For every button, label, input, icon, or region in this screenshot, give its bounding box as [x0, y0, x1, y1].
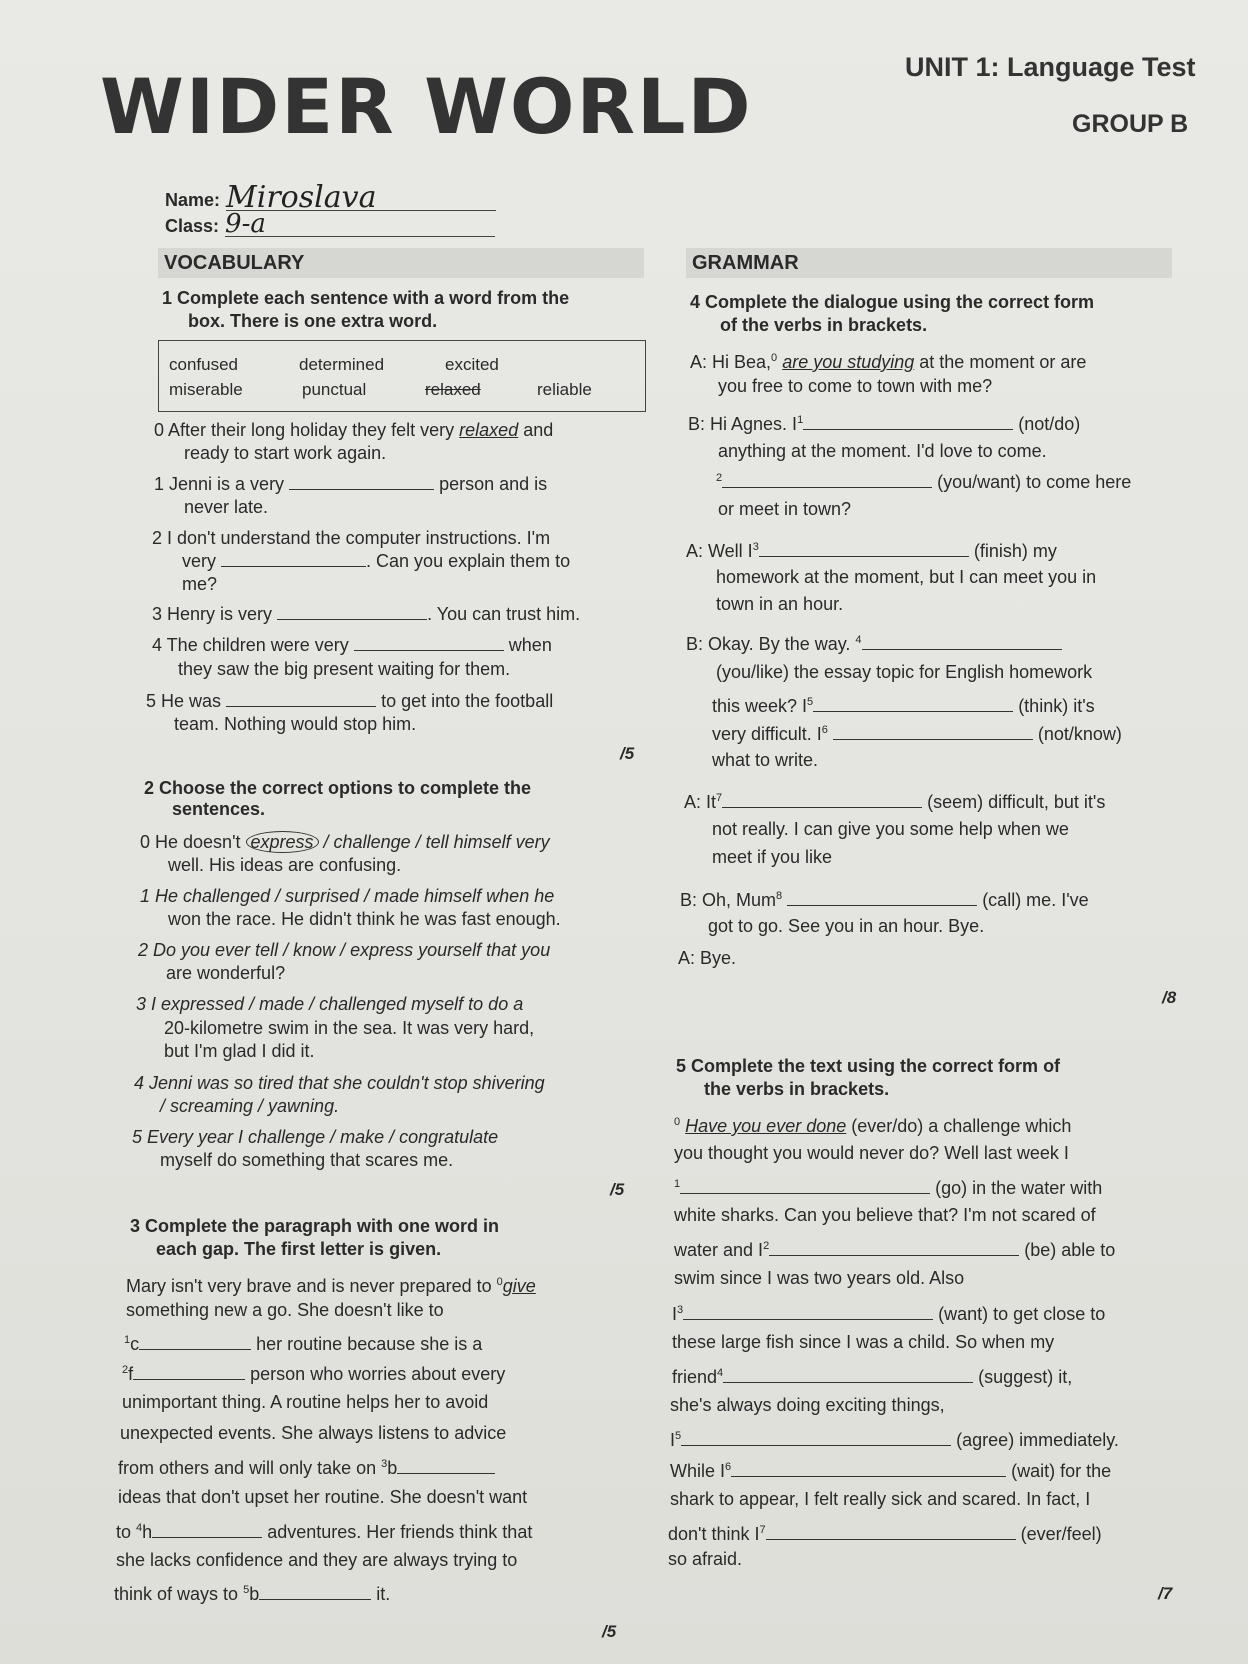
ex1-blank-1[interactable]	[289, 473, 434, 490]
ex3-example-answer: give	[502, 1276, 536, 1296]
ex4-b1-cont: anything at the moment. I'd love to come.	[718, 441, 1047, 461]
ex5-blank-4[interactable]	[723, 1366, 973, 1383]
name-field	[165, 180, 496, 215]
ex2-sentence-5[interactable]: 5 Every year I challenge / make / congratulate	[132, 1127, 499, 1147]
ex5-line-7: these large fish since I was a child. So when my	[672, 1332, 1055, 1352]
ex4-blank-1[interactable]	[803, 413, 1013, 430]
class-label: Class:	[165, 216, 220, 236]
ex1-sentence-1-cont: never late.	[184, 497, 269, 517]
ex4-b3: B: Oh, Mum$^8$ (call) me. I've	[680, 890, 1089, 910]
ex1-sentence-3: 3 Henry is very . You can trust him.	[152, 604, 581, 624]
ex3-line-7: from others and will only take on $^3$b	[118, 1452, 495, 1481]
ex4-example-answer: are you studying	[782, 352, 915, 372]
ex5-line-11: While $I^6$ (wait) for the	[670, 1461, 1112, 1481]
ex5-line-10: $I^5$ (agree) immediately.	[670, 1430, 1119, 1450]
ex1-score: /5	[620, 744, 635, 763]
class-value[interactable]: 9-a	[225, 214, 495, 237]
ex1-sentence-2-cont: very . Can you explain them to	[182, 551, 571, 571]
name-value[interactable]: Miroslava	[226, 188, 496, 211]
ex2-sentence-4[interactable]: 4 Jenni was so tired that she couldn't stop shivering	[134, 1073, 545, 1093]
unit-title: UNIT 1: Language Test	[905, 52, 1196, 82]
ex4-instruction: 4 Complete the dialogue using the correct form	[690, 292, 1095, 312]
ex4-score: /8	[1162, 988, 1177, 1007]
ex1-blank-2[interactable]	[221, 550, 366, 567]
ex1-example-answer: relaxed	[459, 420, 519, 440]
ex4-instruction-2: of the verbs in brackets.	[720, 315, 928, 335]
ex3-line-11: think of ways to $^5$b it.	[114, 1584, 391, 1604]
ex4-a4: A: Bye.	[678, 948, 737, 968]
ex1-blank-4[interactable]	[354, 634, 504, 651]
ex3-line-6: unexpected events. She always listens to advice	[120, 1423, 507, 1443]
ex3-line-3: $^1$c her routine because she is a	[124, 1334, 483, 1354]
ex4-a3-cont: not really. I can give you some help when we	[712, 819, 1069, 839]
ex5-line-5: swim since I was two years old. Also	[674, 1268, 965, 1288]
ex2-sentence-5-cont: myself do something that scares me.	[160, 1150, 454, 1170]
ex3-blank-1[interactable]	[139, 1333, 251, 1350]
vocabulary-heading: VOCABULARY	[158, 248, 644, 278]
ex4-a2: A: Well $I^3$ (finish) my	[686, 541, 1057, 561]
ex5-blank-3[interactable]	[683, 1303, 933, 1320]
ex3-line-8: ideas that don't upset her routine. She doesn't want	[118, 1487, 528, 1507]
ex1-sentence-0-cont: ready to start work again.	[184, 443, 387, 463]
ex1-sentence-5: 5 He was to get into the football	[146, 691, 554, 711]
ex4-blank-5[interactable]	[813, 695, 1013, 712]
ex4-b2-cont: (you/like) the essay topic for English homework	[716, 662, 1093, 682]
ex2-example-circled: express	[246, 831, 319, 853]
ex5-line-9: she's always doing exciting things,	[670, 1395, 945, 1415]
ex1-sentence-4-cont: they saw the big present waiting for them.	[178, 659, 511, 679]
ex5-blank-6[interactable]	[731, 1460, 1006, 1477]
ex4-blank-2[interactable]	[722, 471, 932, 488]
ex2-sentence-3-cont2: but I'm glad I did it.	[164, 1041, 315, 1061]
ex4-blank-4[interactable]	[862, 633, 1062, 650]
ex5-instruction-2: the verbs in brackets.	[704, 1079, 890, 1099]
ex5-score: /7	[1158, 1584, 1173, 1603]
ex3-line-1: Mary isn't very brave and is never prepared to $^0$give	[126, 1276, 536, 1296]
ex4-b1: B: Hi Agnes. $I^1$ (not/do)	[688, 414, 1081, 434]
ex4-b1-line3: $^2$ (you/want) to come here	[716, 472, 1132, 492]
ex3-score: /5	[602, 1622, 617, 1641]
ex4-blank-6[interactable]	[833, 723, 1033, 740]
word-punctual: punctual	[302, 380, 367, 399]
ex4-blank-8[interactable]	[787, 889, 977, 906]
ex5-blank-1[interactable]	[680, 1177, 930, 1194]
ex2-sentence-0: 0 He doesn't express / challenge / tell himself very	[140, 832, 550, 852]
ex5-line-1: you thought you would never do? Well last week I	[674, 1143, 1069, 1163]
ex2-score: /5	[610, 1180, 625, 1199]
word-box	[158, 340, 646, 412]
ex4-a1: A: Hi Bea,$^0$ are you studying at the moment or are	[690, 352, 1087, 372]
ex5-line-13: don't think $I^7$ (ever/feel)	[668, 1524, 1102, 1544]
ex3-blank-5[interactable]	[259, 1583, 371, 1600]
ex2-sentence-3[interactable]: 3 I expressed / made / challenged myself to do a	[136, 994, 524, 1014]
ex3-instruction: 3 Complete the paragraph with one word in	[130, 1216, 500, 1236]
ex3-blank-4[interactable]	[152, 1521, 262, 1538]
ex1-sentence-2-cont2: me?	[182, 574, 218, 594]
ex4-blank-7[interactable]	[722, 791, 922, 808]
ex3-blank-2[interactable]	[133, 1363, 245, 1380]
ex4-b1-cont2: or meet in town?	[718, 499, 852, 519]
ex2-sentence-2-cont: are wonderful?	[166, 963, 286, 983]
ex5-line-14: so afraid.	[668, 1549, 743, 1569]
ex5-line-3: white sharks. Can you believe that? I'm not scared of	[674, 1205, 1096, 1225]
ex5-blank-7[interactable]	[766, 1523, 1016, 1540]
ex3-line-10: she lacks confidence and they are always trying to	[116, 1550, 518, 1570]
ex5-blank-5[interactable]	[681, 1429, 951, 1446]
word-miserable: miserable	[169, 380, 243, 399]
class-field	[165, 209, 495, 239]
ex1-sentence-1: 1 Jenni is a very person and is	[154, 474, 548, 494]
word-confused: confused	[169, 355, 238, 374]
ex5-line-12: shark to appear, I felt really sick and scared. In fact, I	[670, 1489, 1091, 1509]
ex5-example-answer: Have you ever done	[685, 1116, 847, 1136]
ex4-a2-cont: homework at the moment, but I can meet you in	[716, 567, 1097, 587]
ex4-b3-cont: got to go. See you in an hour. Bye.	[708, 916, 985, 936]
ex3-instruction-2: each gap. The first letter is given.	[156, 1239, 442, 1259]
ex4-b2-line3: this week? $I^5$ (think) it's	[712, 696, 1095, 716]
word-determined: determined	[299, 355, 385, 374]
word-relaxed: relaxed	[425, 380, 481, 399]
ex2-sentence-1-cont: won the race. He didn't think he was fast enough.	[168, 909, 561, 929]
ex1-sentence-4: 4 The children were very when	[152, 635, 552, 655]
ex5-line-2: $^1$ (go) in the water with	[674, 1178, 1103, 1198]
ex3-line-9: to $^4$h adventures. Her friends think that	[116, 1522, 533, 1542]
ex4-a3: A: It$^7$ (seem) difficult, but it's	[684, 792, 1106, 812]
ex1-blank-3[interactable]	[277, 603, 427, 620]
ex4-a1-cont: you free to come to town with me?	[718, 376, 993, 396]
ex4-b2-cont3: what to write.	[712, 750, 819, 770]
ex5-line-0: $^0$ Have you ever done (ever/do) a challenge which	[674, 1116, 1072, 1136]
ex3-line-2: something new a go. She doesn't like to	[126, 1300, 444, 1320]
ex2-sentence-2[interactable]: 2 Do you ever tell / know / express yourself that you	[138, 940, 551, 960]
ex2-instruction-2: sentences.	[172, 799, 266, 819]
name-label: Name:	[165, 190, 221, 210]
ex2-sentence-3-cont: 20-kilometre swim in the sea. It was very hard,	[164, 1018, 535, 1038]
ex5-line-4: water and $I^2$ (be) able to	[674, 1240, 1116, 1260]
group-label: GROUP B	[1072, 110, 1189, 138]
ex2-sentence-1[interactable]: 1 He challenged / surprised / made himself when he	[140, 886, 555, 906]
ex4-a2-cont2: town in an hour.	[716, 594, 844, 614]
word-reliable: reliable	[537, 380, 592, 399]
grammar-heading: GRAMMAR	[686, 248, 1172, 278]
ex3-line-5: unimportant thing. A routine helps her to avoid	[122, 1392, 489, 1412]
ex5-blank-2[interactable]	[769, 1239, 1019, 1256]
ex4-blank-3[interactable]	[759, 540, 969, 557]
ex2-instruction: 2 Choose the correct options to complete the	[144, 778, 532, 798]
ex2-sentence-0-cont: well. His ideas are confusing.	[168, 855, 402, 875]
ex3-blank-3[interactable]	[397, 1457, 495, 1474]
ex3-line-4: $^2$f person who worries about every	[122, 1364, 506, 1384]
ex4-b2-line4: very difficult. $I^6$ (not/know)	[712, 724, 1122, 744]
ex5-instruction: 5 Complete the text using the correct form of	[676, 1056, 1061, 1076]
ex1-sentence-2: 2 I don't understand the computer instructions. I'm	[152, 528, 551, 548]
ex1-instruction: 1 Complete each sentence with a word from the	[162, 288, 570, 308]
ex5-line-6: $I^3$ (want) to get close to	[672, 1304, 1106, 1324]
word-excited: excited	[445, 355, 499, 374]
ex4-a3-cont2: meet if you like	[712, 847, 833, 867]
ex2-sentence-4-cont: / screaming / yawning.	[160, 1096, 340, 1116]
wider-world-logo: WIDER WORLD	[100, 62, 753, 151]
ex4-b2: B: Okay. By the way. $^4$	[686, 628, 1062, 657]
ex1-instruction-2: box. There is one extra word.	[188, 311, 438, 331]
ex1-sentence-5-cont: team. Nothing would stop him.	[174, 714, 417, 734]
ex1-blank-5[interactable]	[226, 690, 376, 707]
ex5-line-8: friend$^4$ (suggest) it,	[672, 1367, 1073, 1387]
ex1-sentence-0: 0 After their long holiday they felt very relaxed and	[154, 420, 554, 440]
